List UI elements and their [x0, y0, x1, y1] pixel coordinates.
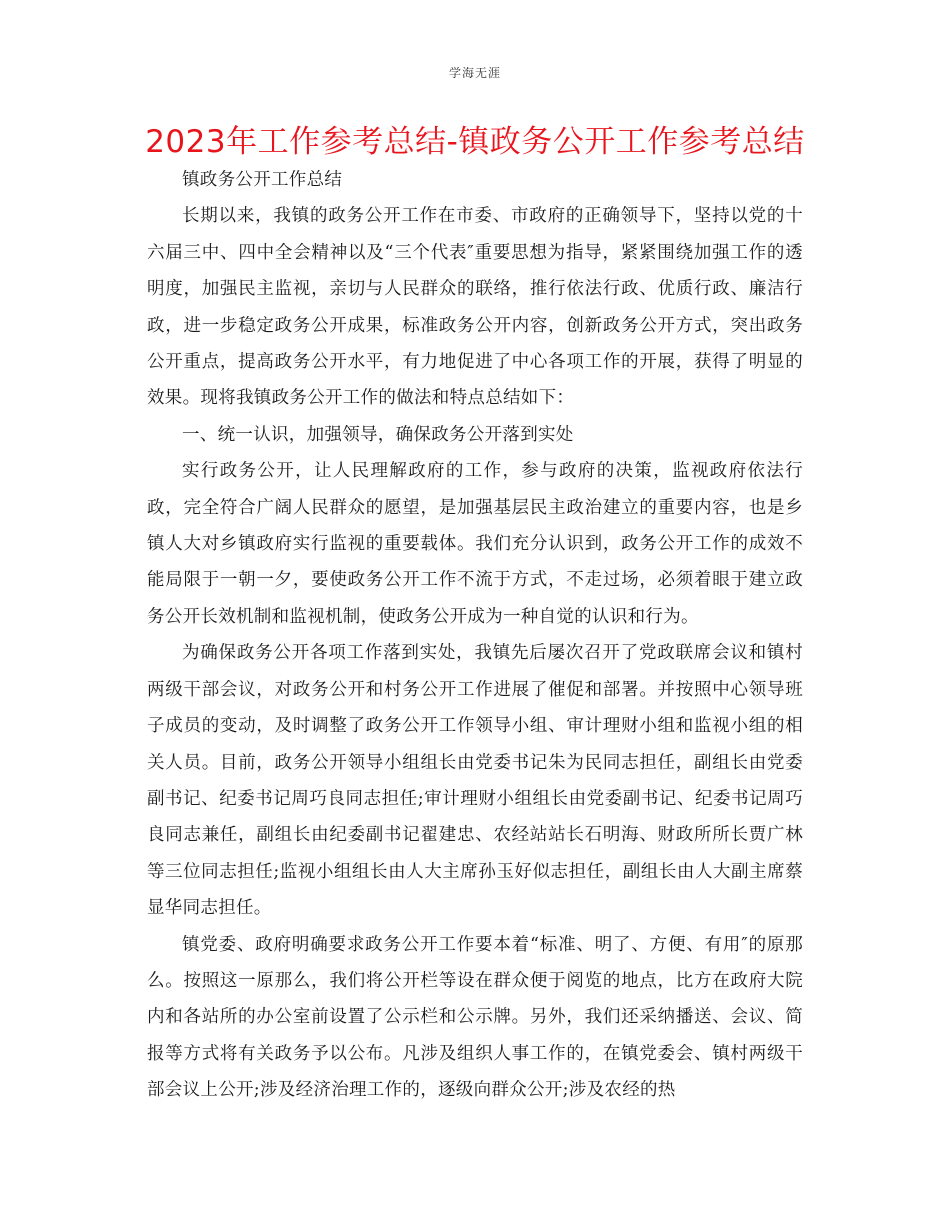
paragraph-intro: 长期以来，我镇的政务公开工作在市委、市政府的正确领导下，坚持以党的十六届三中、四中全会精神以及“三个代表″重要思想为指导，紧紧围绕加强工作的透明度，加强民主监视，亲切与人民群众的联络，推行依法行政、优质行政、廉洁行政，进一步稳定政务公开成果，标准政务公开内容，创新政务公开方式，突出政务公开重点，提高政务公开水平，有力地促进了中心各项工作的开展，获得了明显的效果。现将我镇政务公开工作的做法和特点总结如下：	[147, 206, 803, 409]
running-header: 学海无涯	[448, 66, 501, 80]
paragraph-subtitle: 镇政务公开工作总结	[182, 170, 343, 190]
section-heading-1: 一、统一认识，加强领导，确保政务公开落到实处	[182, 424, 574, 445]
paragraph-section-1b: 为确保政务公开各项工作落到实处，我镇先后屡次召开了党政联席会议和镇村两级干部会议，对政务公开和村务公开工作进展了催促和部署。并按照中心领导班子成员的变动，及时调整了政务公开工作领导小组、审计理财小组和监视小组的相关人员。目前，政务公开领导小组组长由党委书记朱为民同志担任，副组长由党委副书记、纪委书记周巧良同志担任;审计理财小组组长由党委副书记、纪委书记周巧良同志兼任，副组长由纪委副书记翟建忠、农经站站长石明海、财政所所长贾广林等三位同志担任;监视小组组长由人大主席孙玉好似志担任，副组长由人大副主席蔡显华同志担任。	[147, 643, 803, 919]
document-title: 2023年工作参考总结-镇政务公开工作参考总结	[145, 124, 805, 160]
paragraph-section-1c: 镇党委、政府明确要求政务公开工作要本着“标准、明了、方便、有用″的原那么。按照这一原那么，我们将公开栏等设在群众便于阅览的地点，比方在政府大院内和各站所的办公室前设置了公示栏和公示牌。另外，我们还采纳播送、会议、简报等方式将有关政务予以公布。凡涉及组织人事工作的，在镇党委会、镇村两级干部会议上公开;涉及经济治理工作的，逐级向群众公开;涉及农经的热	[147, 934, 803, 1101]
paragraph-section-1a: 实行政务公开，让人民理解政府的工作，参与政府的决策，监视政府依法行政，完全符合广阔人民群众的愿望，是加强基层民主政治建立的重要内容，也是乡镇人大对乡镇政府实行监视的重要载体。我们充分认识到，政务公开工作的成效不能局限于一朝一夕，要使政务公开工作不流于方式，不走过场，必须着眼于建立政务公开长效机制和监视机制，使政务公开成为一种自觉的认识和行为。	[147, 461, 803, 627]
document-body	[147, 162, 803, 1109]
